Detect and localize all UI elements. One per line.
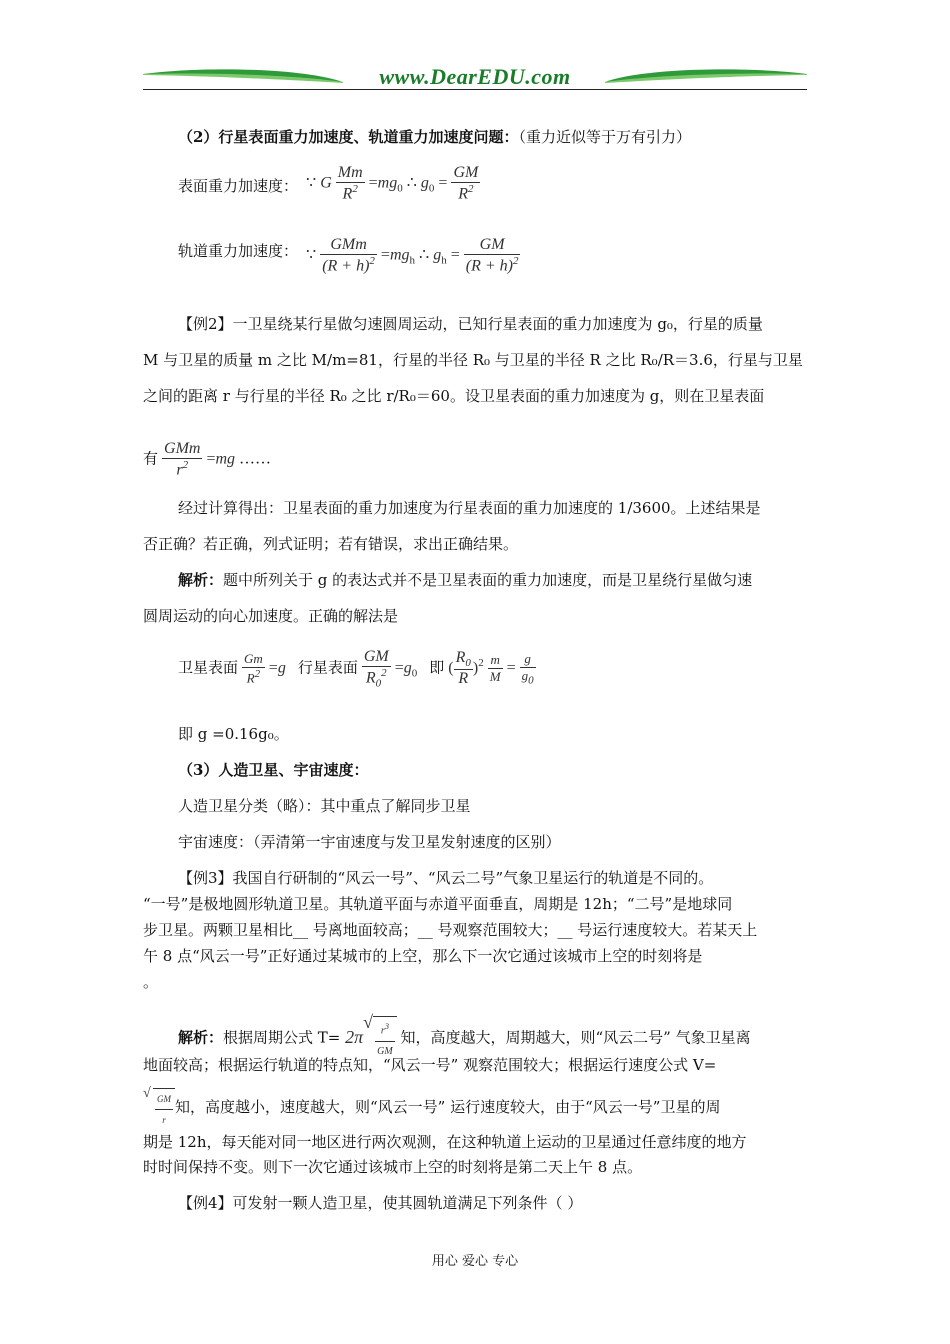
section-3-title: （3）人造卫星、宇宙速度： — [178, 761, 369, 779]
analysis-label: 解析： — [178, 571, 224, 589]
example-3-line-5: 。 — [143, 973, 159, 991]
header-rule — [143, 89, 807, 90]
orbit-gravity-label: 轨道重力加速度： — [178, 242, 299, 260]
section-2-note: （重力近似等于万有引力） — [518, 128, 691, 146]
example-2-analysis-line-2: 圆周运动的向心加速度。正确的解法是 — [143, 607, 399, 625]
example-4-line: 【例4】可发射一颗人造卫星，使其圆轨道满足下列条件（ ） — [178, 1194, 583, 1212]
fraction-g-g0: $\frac{g}{g_0}$ — [521, 650, 534, 687]
example-2-line-1: 【例2】一卫星绕某行星做匀速圆周运动，已知行星表面的重力加速度为 g₀，行星的质量 — [178, 315, 763, 333]
page-footer: 用心 爱心 专心 — [431, 1254, 519, 1269]
fraction-GM-Rh2: $\frac{GM}{(R + h)^2}$ — [465, 236, 519, 275]
fraction-GMm-Rh2: $\frac{\text{GMm}}{(R + h)^2}$ — [322, 236, 375, 275]
velocity-formula: √ $\frac{GM}{r}$ — [143, 1101, 175, 1115]
fraction-GM-R2: $\frac{GM}{R^2}$ — [453, 164, 479, 203]
example-2-calc-line-1: 经过计算得出：卫星表面的重力加速度为行星表面的重力加速度的 1/3600。上述结果是 — [178, 499, 761, 517]
example-3-tag: 【例3】 — [178, 869, 233, 887]
section-2-heading — [178, 127, 691, 147]
example-3-analysis-line-3: √ $\frac{GM}{r}$ 知，高度越小，速度越大，则“风云一号” 运行速度较大，由于“风云一号”卫星的周 — [143, 1088, 720, 1130]
site-logo-text: www.DearEDU.com — [379, 64, 571, 89]
example-2-analysis-line-1: 解析：题中所列关于 g 的表达式并不是卫星表面的重力加速度，而是卫星绕行星做匀速 — [178, 571, 753, 589]
example-3-line-2: “一号”是极地圆形轨道卫星。其轨道平面与赤道平面垂直，周期是 12h；“二号”是地球同 — [143, 895, 733, 913]
example-3-analysis-line-5: 时时间保持不变。则下一次它通过该城市上空的时刻将是第二天上午 8 点。 — [143, 1158, 643, 1176]
example-2-tag: 【例2】 — [178, 315, 233, 333]
fraction-R0-R: $\frac{R_0}{R}$ — [455, 649, 471, 688]
example-3-line-3: 步卫星。两颗卫星相比__ 号离地面较高；__ 号观察范围较大；__ 号运行速度较大。若某天上 — [143, 921, 758, 939]
period-formula: 2π √ $\frac{r^3}{GM}$ — [345, 1031, 400, 1047]
fraction-GMm-r2: $\frac{\text{GMm}}{r^2}$ — [164, 440, 201, 479]
fraction-Gm-R2: $\frac{Gm}{R^2}$ — [244, 651, 263, 686]
example-2-solution-formula: 卫星表面 $\frac{Gm}{R^2}$ =g 行星表面 $\frac{GM}{R_0^2}$ $=g_0$ 即 ( $\frac{R_0}{R}$ )$^2$ $\frac{m}{M}$ = $\frac{g}{g_0}$ — [178, 648, 534, 690]
section-2-title: （2）行星表面重力加速度、轨道重力加速度问题： — [178, 128, 519, 146]
fraction-Mm-R2: $\frac{Mm}{R^2}$ — [337, 164, 363, 203]
example-3-analysis-line-1: 解析：根据周期公式 T= 2π √ $\frac{r^3}{GM}$ 知，高度越大，周期越大，则“风云二号” 气象卫星离 — [178, 1016, 751, 1062]
example-3-line-4: 午 8 点“风云一号”正好通过某城市的上空，那么下一次它通过该城市上空的时刻将是 — [143, 947, 703, 965]
section-3-line-2: 宇宙速度：（弄清第一宇宙速度与发卫星发射速度的区别） — [178, 833, 561, 851]
example-3-analysis-line-2: 地面较高；根据运行轨道的特点知，“风云一号” 观察范围较大；根据运行速度公式 V= — [143, 1056, 717, 1074]
orbit-gravity-formula: ∵ $\frac{\text{GMm}}{(R + h)^2}$ $=mg_h$ ∴ $g_h$ = $\frac{GM}{(R + h)^2}$ — [306, 236, 519, 275]
example-4-tag: 【例4】 — [178, 1194, 233, 1212]
example-3-line-1: 【例3】我国自行研制的“风云一号”、“风云二号”气象卫星运行的轨道是不同的。 — [178, 869, 714, 887]
fraction-m-M: $\frac{m}{M}$ — [489, 652, 501, 685]
surface-gravity-label: 表面重力加速度： — [178, 177, 299, 195]
example-2-equation: 有 $\frac{\text{GMm}}{r^2}$ =mg …… — [143, 440, 272, 479]
example-3-analysis-line-4: 期是 12h，每天能对同一地区进行两次观测，在这种轨道上运动的卫星通过任意纬度的地方 — [143, 1133, 747, 1151]
example-2-line-2: M 与卫星的质量 m 之比 M/m=81，行星的半径 R₀ 与卫星的半径 R 之比 R₀/R＝3.6，行星与卫星 — [143, 351, 803, 369]
fraction-GM-R02: $\frac{GM}{R_0^2}$ — [363, 648, 389, 690]
example-2-calc-line-2: 否正确？若正确，列式证明；若有错误，求出正确结果。 — [143, 535, 519, 553]
surface-gravity-formula: ∵ G $\frac{Mm}{R^2}$ $=mg_0$ ∴ $g_0$ = $\frac{GM}{R^2}$ — [306, 164, 479, 203]
example-2-line-3: 之间的距离 r 与行星的半径 R₀ 之比 r/R₀＝60。设卫星表面的重力加速度为 g，则在卫星表面 — [143, 387, 765, 405]
example-2-result: 即 g =0.16g₀。 — [178, 725, 289, 743]
section-3-line-1: 人造卫星分类（略）：其中重点了解同步卫星 — [178, 797, 471, 815]
analysis-label: 解析： — [178, 1028, 224, 1047]
